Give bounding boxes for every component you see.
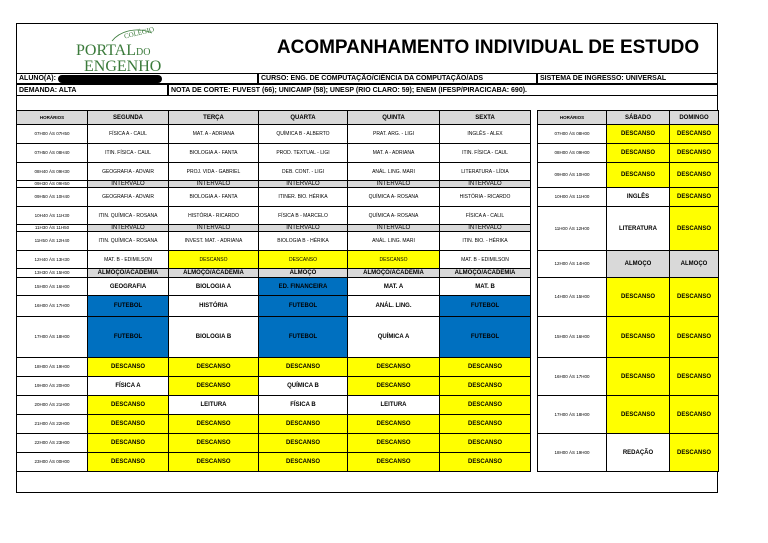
schedule-cell: DESCANSO [347,433,440,453]
school-logo [66,25,166,72]
schedule-cell: INTERVALO [168,180,259,188]
schedule-cell: ALMOÇO/ACADEMIA [87,268,169,278]
schedule-cell: FÍSICA A - CAUL [87,124,169,144]
weekend-cell: ALMOÇO [669,250,719,278]
schedule-cell: INTERVALO [87,180,169,188]
logo-graphic [66,25,166,72]
schedule-cell: MAT. A - ADRIANA [347,143,440,163]
schedule-cell: DESCANSO [258,250,348,269]
weekend-cell: DESCANSO [669,316,719,358]
weekend-cell: ALMOÇO [606,250,670,278]
schedule-cell: DESCANSO [168,376,259,396]
weekend-header-0: HORÁRIOS [537,110,607,125]
schedule-cell: ED. FINANCEIRA [258,277,348,296]
logo-text-portal: PORTAL [76,42,136,59]
schedule-cell: DESCANSO [87,395,169,415]
schedule-cell: ALMOÇO/ACADEMIA [347,268,440,278]
schedule-cell: QUÍMICA A- ROSANA [347,187,440,207]
col-header-0: HORÁRIOS [16,110,88,125]
time-slot: 11H50 ÀS 12H40 [16,231,88,251]
schedule-cell: FUTEBOL [258,316,348,358]
weekend-cell: DESCANSO [669,433,719,472]
schedule-cell: MAT. B - EDIMILSON [439,250,531,269]
time-slot: 07H00 ÀS 07H50 [16,124,88,144]
schedule-cell: QUÍMICA B - ALBERTO [258,124,348,144]
schedule-cell: QUÍMICA B [258,376,348,396]
schedule-cell: HISTÓRIA - RICARDO [439,187,531,207]
weekend-cell: DESCANSO [606,277,670,317]
schedule-cell: ITIN. FÍSICA - CAUL [87,143,169,163]
schedule-cell: MAT. A - ADRIANA [168,124,259,144]
schedule-cell: DESCANSO [168,357,259,377]
schedule-cell: ITIN. BIO. - HÉRIKA [439,231,531,251]
schedule-cell: ITIN. FÍSICA - CAUL [439,143,531,163]
schedule-cell: DESCANSO [168,452,259,472]
schedule-cell: DESCANSO [168,414,259,434]
schedule-cell: INTERVALO [87,224,169,232]
schedule-cell: QUÍMICA A- ROSANA [347,206,440,225]
weekend-cell: DESCANSO [606,143,670,163]
weekend-header-2: DOMINGO [669,110,719,125]
schedule-cell: INVEST. MAT. - ADRIANA [168,231,259,251]
schedule-cell: DESCANSO [439,376,531,396]
weekend-time-slot: 10H00 ÀS 11H00 [537,187,607,207]
schedule-cell: INTERVALO [347,224,440,232]
schedule-cell: FUTEBOL [258,295,348,317]
schedule-cell: INTERVALO [347,180,440,188]
schedule-cell: PROJ. VIDA - GABRIEL [168,162,259,181]
weekend-cell: DESCANSO [606,316,670,358]
weekend-cell: LITERATURA [606,206,670,251]
redacted-name [58,75,162,83]
schedule-cell: FUTEBOL [87,316,169,358]
logo-text-engenho: ENGENHO [84,58,162,72]
schedule-cell: INGLÊS - ALEX [439,124,531,144]
schedule-cell: MAT. B [439,277,531,296]
time-slot: 09H30 ÀS 09H50 [16,180,88,188]
weekend-cell: DESCANSO [606,124,670,144]
weekend-cell: DESCANSO [606,395,670,434]
schedule-cell: INTERVALO [168,224,259,232]
weekend-cell: DESCANSO [669,277,719,317]
time-slot: 09H50 ÀS 10H40 [16,187,88,207]
time-slot: 12H40 ÀS 13H30 [16,250,88,269]
schedule-cell: FUTEBOL [439,316,531,358]
weekend-cell: DESCANSO [669,357,719,396]
time-slot: 18H00 ÀS 19H00 [16,357,88,377]
schedule-cell: ITIN. QUÍMICA - ROSANA [87,231,169,251]
cutoff-field: NOTA DE CORTE: FUVEST (66); UNICAMP (58); UNESP (RIO CLARO: 59); ENEM (IFESP/PIRACICABA: 690). [168,84,718,96]
col-header-2: TERÇA [168,110,259,125]
weekend-time-slot: 15H00 ÀS 16H00 [537,316,607,358]
schedule-sheet [16,23,718,493]
schedule-cell: ALMOÇO/ACADEMIA [439,268,531,278]
schedule-cell: ALMOÇO [258,268,348,278]
weekend-cell: DESCANSO [669,124,719,144]
weekend-cell: DESCANSO [669,206,719,251]
admission-field: SISTEMA DE INGRESSO: UNIVERSAL [537,73,718,84]
page-title: ACOMPANHAMENTO INDIVIDUAL DE ESTUDO [276,37,700,58]
schedule-cell: BIOLOGIA B - HÉRIKA [258,231,348,251]
schedule-cell: DESCANSO [168,433,259,453]
schedule-cell: DESCANSO [347,357,440,377]
time-slot: 10H40 ÀS 11H30 [16,206,88,225]
schedule-cell: MAT. B - EDIMILSON [87,250,169,269]
weekend-cell: DESCANSO [669,395,719,434]
schedule-cell: DESCANSO [168,250,259,269]
schedule-cell: GEOGRAFIA - ADVAIR [87,162,169,181]
schedule-cell: DESCANSO [439,414,531,434]
schedule-cell: DESCANSO [347,376,440,396]
schedule-cell: FUTEBOL [439,295,531,317]
schedule-cell: DESCANSO [439,452,531,472]
schedule-cell: HISTÓRIA - RICARDO [168,206,259,225]
col-header-3: QUARTA [258,110,348,125]
weekend-cell: DESCANSO [669,187,719,207]
schedule-cell: FÍSICA B [258,395,348,415]
schedule-cell: ANÁL. LING. MARI [347,231,440,251]
schedule-cell: ITINER. BIO. HÉRIKA [258,187,348,207]
col-header-1: SEGUNDA [87,110,169,125]
student-field [16,73,258,84]
schedule-cell: FÍSICA B - MARCELO [258,206,348,225]
student-label: ALUNO(A): [19,75,56,82]
weekend-cell: INGLÊS [606,187,670,207]
schedule-cell: DESCANSO [347,414,440,434]
schedule-cell: FÍSICA A [87,376,169,396]
schedule-cell: HISTÓRIA [168,295,259,317]
schedule-cell: DESCANSO [87,452,169,472]
time-slot: 11H30 ÀS 11H50 [16,224,88,232]
schedule-cell: BIOLOGIA A - FANTA [168,143,259,163]
weekend-cell: DESCANSO [669,143,719,163]
schedule-cell: LEITURA [168,395,259,415]
time-slot: 17H00 ÀS 18H00 [16,316,88,358]
schedule-cell: DESCANSO [439,395,531,415]
weekend-cell: DESCANSO [606,357,670,396]
schedule-cell: DESCANSO [258,357,348,377]
schedule-cell: QUÍMICA A [347,316,440,358]
weekend-time-slot: 11H00 ÀS 12H00 [537,206,607,251]
schedule-cell: MAT. A [347,277,440,296]
schedule-cell: DESCANSO [87,414,169,434]
schedule-cell: DESCANSO [87,433,169,453]
schedule-cell: ALMOÇO/ACADEMIA [168,268,259,278]
schedule-cell: DESCANSO [347,250,440,269]
col-header-5: SEXTA [439,110,531,125]
schedule-cell: DESCANSO [347,452,440,472]
schedule-cell: ITIN. QUÍMICA - ROSANA [87,206,169,225]
schedule-cell: INTERVALO [439,180,531,188]
time-slot: 13H30 ÀS 15H00 [16,268,88,278]
schedule-cell: INTERVALO [258,224,348,232]
schedule-cell: GEOGRAFIA [87,277,169,296]
schedule-cell: FÍSICA A - CALIL [439,206,531,225]
weekend-cell: DESCANSO [606,162,670,188]
time-slot: 07H50 ÀS 08H40 [16,143,88,163]
demand-field: DEMANDA: ALTA [16,84,168,96]
time-slot: 16H00 ÀS 17H00 [16,295,88,317]
time-slot: 08H40 ÀS 09H30 [16,162,88,181]
schedule-cell: GEOGRAFIA - ADVAIR [87,187,169,207]
schedule-cell: DEB. CONT. - LIGI [258,162,348,181]
weekend-time-slot: 12H00 ÀS 14H00 [537,250,607,278]
schedule-cell: DESCANSO [258,452,348,472]
weekend-time-slot: 08H00 ÀS 09H00 [537,143,607,163]
col-header-4: QUINTA [347,110,440,125]
weekend-cell: DESCANSO [669,162,719,188]
schedule-cell: LEITURA [347,395,440,415]
schedule-cell: BIOLOGIA B [168,316,259,358]
weekend-time-slot: 16H00 ÀS 17H00 [537,357,607,396]
course-field: CURSO: ENG. DE COMPUTAÇÃO/CIÊNCIA DA COMPUTAÇÃO/ADS [258,73,537,84]
schedule-cell: BIOLOGIA A [168,277,259,296]
time-slot: 15H00 ÀS 16H00 [16,277,88,296]
schedule-cell: INTERVALO [439,224,531,232]
schedule-cell: BIOLOGIA A - FANTA [168,187,259,207]
weekend-time-slot: 17H00 ÀS 18H00 [537,395,607,434]
time-slot: 21H00 ÀS 22H00 [16,414,88,434]
weekend-time-slot: 14H00 ÀS 15H00 [537,277,607,317]
schedule-cell: DESCANSO [258,433,348,453]
time-slot: 19H00 ÀS 20H00 [16,376,88,396]
time-slot: 20H00 ÀS 21H00 [16,395,88,415]
schedule-cell: FUTEBOL [87,295,169,317]
schedule-cell: ANÁL. LING. [347,295,440,317]
logo-text-do: DO [136,47,151,58]
schedule-cell: LITERATURA - LÍDIA [439,162,531,181]
schedule-cell: INTERVALO [258,180,348,188]
schedule-cell: ANÁL. LING. MARI [347,162,440,181]
schedule-cell: PRAT. ARG. - LIGI [347,124,440,144]
time-slot: 23H00 ÀS 00H00 [16,452,88,472]
weekend-time-slot: 07H00 ÀS 08H00 [537,124,607,144]
weekend-time-slot: 18H00 ÀS 19H00 [537,433,607,472]
schedule-cell: DESCANSO [439,433,531,453]
schedule-cell: DESCANSO [87,357,169,377]
weekend-cell: REDAÇÃO [606,433,670,472]
logo-text-top: COLÉGIO [123,25,155,41]
time-slot: 22H00 ÀS 23H00 [16,433,88,453]
schedule-cell: DESCANSO [439,357,531,377]
schedule-cell: DESCANSO [258,414,348,434]
weekend-time-slot: 09H00 ÀS 10H00 [537,162,607,188]
weekend-header-1: SÁBADO [606,110,670,125]
schedule-cell: PROD. TEXTUAL - LIGI [258,143,348,163]
